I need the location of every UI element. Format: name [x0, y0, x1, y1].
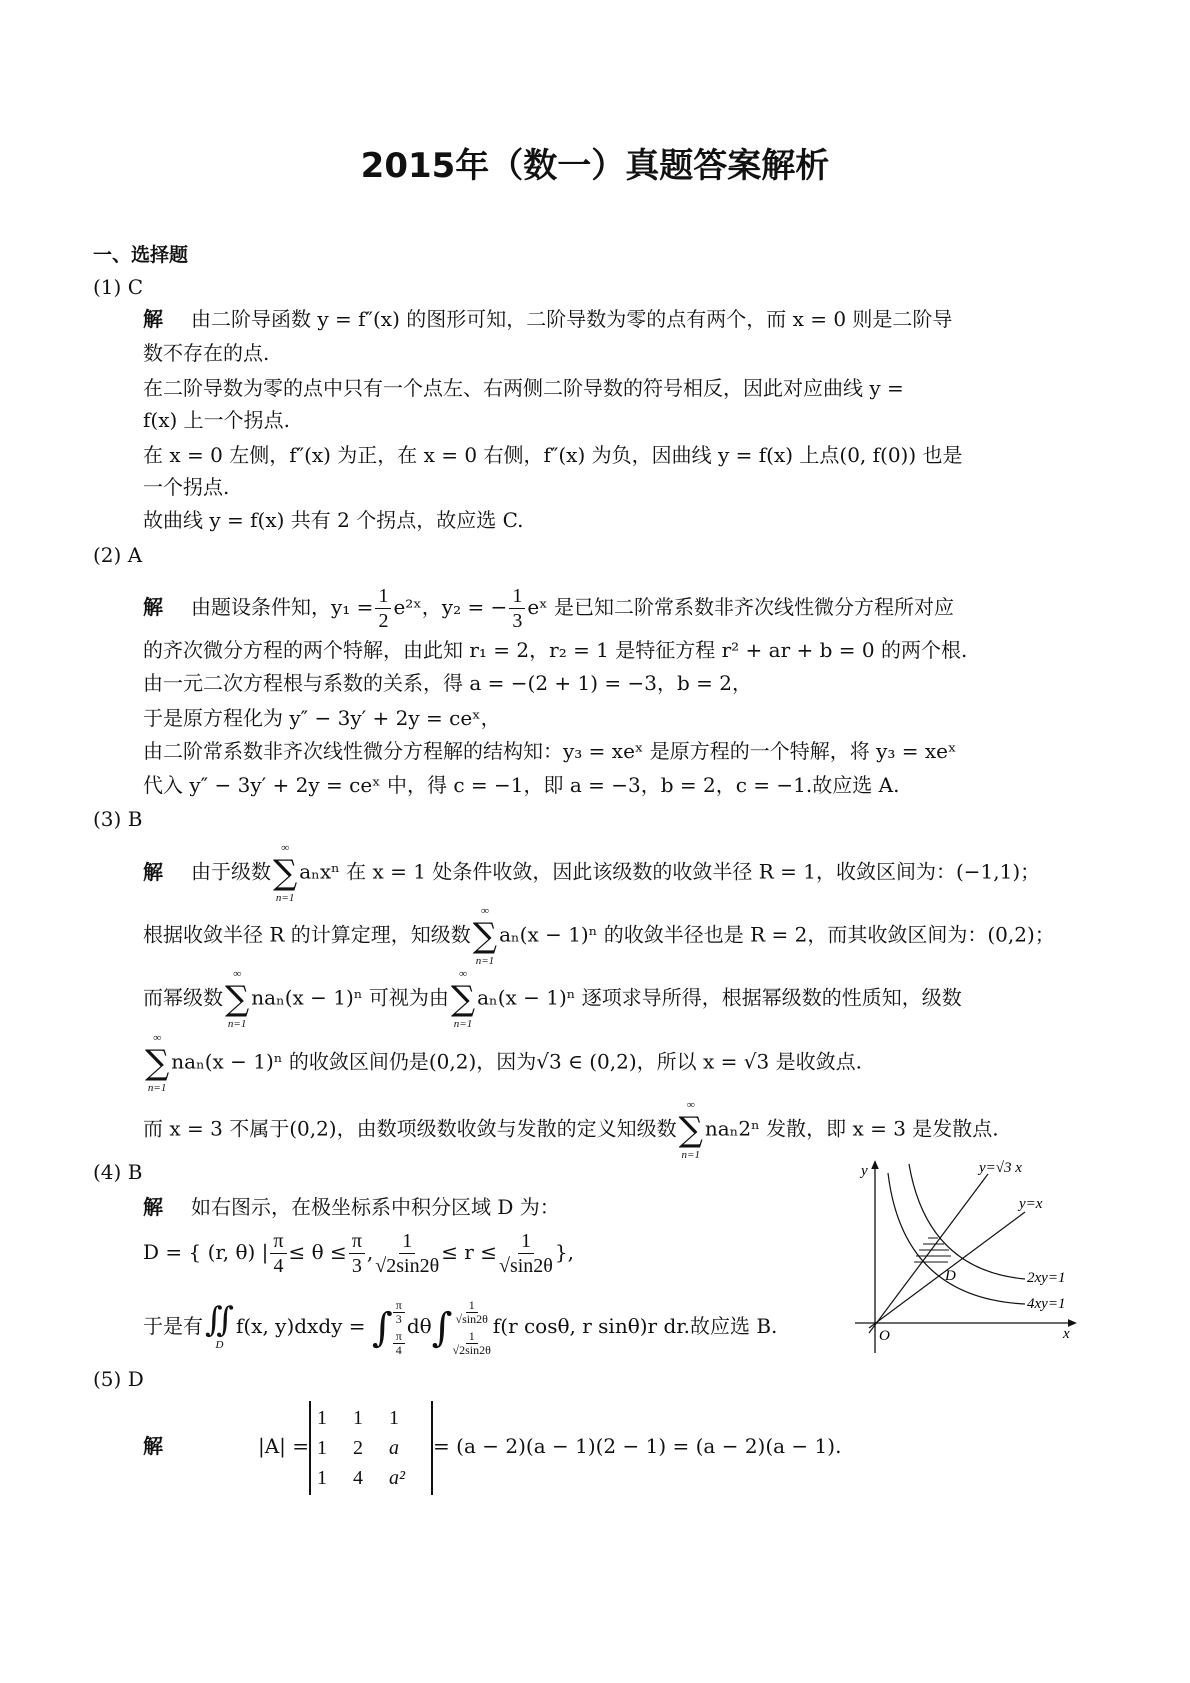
- text: 于是有: [143, 1314, 203, 1338]
- text: aₙxⁿ 在 x = 1 处条件收敛，因此该级数的收敛半径 R = 1，收敛区间为：(−1,1)；: [299, 859, 1041, 884]
- text: D = { (r, θ) |: [143, 1240, 269, 1264]
- denominator: 2: [378, 610, 389, 632]
- sigma: ∑: [273, 853, 298, 893]
- sigma: ∑: [450, 979, 476, 1019]
- q4-integral-line: [143, 1296, 777, 1357]
- region-label: D: [945, 1268, 956, 1284]
- numerator: 1: [509, 584, 525, 609]
- text: dθ: [406, 1314, 432, 1338]
- polar-region-figure: [845, 1158, 1080, 1358]
- text: 由于级数: [191, 859, 271, 884]
- text: aₙ(x − 1)ⁿ 的收敛半径也是 R = 2，而其收敛区间为：(0,2)；: [499, 922, 1055, 947]
- matrix: [309, 1401, 433, 1495]
- region-hatch: [914, 1238, 951, 1262]
- page-title: 2015年（数一）真题答案解析: [360, 146, 830, 186]
- fraction: [375, 1229, 439, 1278]
- double-integral: [205, 1299, 234, 1353]
- upper-limit: ∞: [281, 842, 290, 854]
- numerator: 1: [466, 1299, 478, 1313]
- text: f(r cosθ, r sinθ)r dr.故应选 B.: [492, 1314, 778, 1338]
- q2-line3: 由一元二次方程根与系数的关系，得 a = −(2 + 1) = −3，b = 2，: [143, 671, 752, 695]
- numerator: 1: [399, 1229, 415, 1254]
- numerator: 1: [466, 1330, 478, 1344]
- lower-limit: n=1: [475, 955, 495, 967]
- curve-4xy: [888, 1173, 1025, 1304]
- integral-sign: ∫: [371, 1304, 393, 1351]
- q4-line1: [143, 1192, 560, 1222]
- sum-symbol: [473, 903, 497, 969]
- q1-line1: [143, 304, 952, 334]
- q1-label: (1) C: [93, 275, 143, 299]
- sum-symbol: [451, 966, 475, 1032]
- denominator: √2sin2θ: [375, 1255, 440, 1277]
- matrix-entry: 1: [317, 1406, 328, 1429]
- q2-line2: 的齐次微分方程的两个特解，由此知 r₁ = 2，r₂ = 1 是特征方程 r² + ar + b = 0 的两个根.: [143, 638, 968, 662]
- denominator: 3: [512, 610, 523, 632]
- jie-label: 解: [143, 1195, 163, 1219]
- q2-line6: 代入 y″ − 3y′ + 2y = ceˣ 中，得 c = −1，即 a = −3，b = 2，c = −1.故应选 A.: [143, 773, 900, 797]
- upper-limit: ∞: [233, 968, 242, 980]
- denominator: 3: [351, 1255, 362, 1277]
- q5-label: (5) D: [93, 1367, 144, 1391]
- lower-limit: [453, 1330, 491, 1357]
- q1-line7: 故曲线 y = f(x) 共有 2 个拐点，故应选 C.: [143, 508, 524, 532]
- text: 由二阶导函数 y = f″(x) 的图形可知，二阶导数为零的点有两个，而 x = 0 则是二阶导: [191, 307, 953, 331]
- sum-symbol: [679, 1097, 703, 1163]
- upper-limit: ∞: [459, 968, 467, 980]
- jie-label: 解: [143, 595, 163, 619]
- integral-sign: ∬: [205, 1299, 234, 1340]
- upper-limit: [393, 1299, 405, 1326]
- jie-label: 解: [143, 859, 163, 884]
- q3-line1: [143, 840, 1040, 906]
- q4-domain-def: D = { (r, θ) | $\frac{\pi}{4}$ ≤ θ ≤ $\frac{\pi}{3}$ , $\frac{1}{√2\sin 2\theta}$ ≤ r ≤ $\frac{1}{√\sin 2\theta}$ },: [143, 1230, 574, 1277]
- sigma: ∑: [225, 979, 250, 1019]
- text: ≤ r ≤: [441, 1240, 497, 1264]
- q1-line2: 数不存在的点.: [143, 341, 270, 365]
- text: |A| =: [258, 1434, 310, 1458]
- q2-line4: 于是原方程化为 y″ − 3y′ + 2y = ceˣ，: [143, 706, 501, 730]
- text: naₙ(x − 1)ⁿ 的收敛区间仍是(0,2)，因为√3 ∈ (0,2)，所以 x = √3 是收敛点.: [171, 1049, 862, 1074]
- numerator: π: [349, 1229, 365, 1254]
- denominator: 4: [273, 1255, 284, 1277]
- fraction: [270, 1229, 286, 1278]
- sigma: ∑: [145, 1043, 170, 1083]
- denominator: √2sin2θ: [452, 1342, 491, 1357]
- sum-symbol: [145, 1030, 169, 1096]
- q2-label: (2) A: [93, 543, 143, 567]
- sum-symbol: [273, 840, 297, 906]
- line-sqrt3x-label: y=√3 x: [979, 1160, 1022, 1176]
- text: naₙ(x − 1)ⁿ 可视为由: [251, 985, 449, 1010]
- matrix-entry: 1: [317, 1436, 328, 1459]
- matrix-entry: a²: [389, 1466, 406, 1489]
- q4-label: (4) B: [93, 1160, 143, 1184]
- integral-r: [432, 1299, 493, 1357]
- lower-limit: n=1: [453, 1018, 473, 1030]
- sigma: ∑: [472, 916, 498, 956]
- text: eˣ 是已知二阶常系数非齐次线性微分方程所对应: [527, 595, 954, 619]
- fraction: [349, 1229, 365, 1278]
- numerator: 1: [375, 584, 391, 609]
- q2-line1: [143, 584, 954, 633]
- integral-theta: [372, 1299, 407, 1357]
- q3-label: (3) B: [93, 807, 143, 831]
- q1-line5: 在 x = 0 左侧，f″(x) 为正，在 x = 0 右侧，f″(x) 为负，因曲线 y = f(x) 上点(0, f(0)) 也是: [143, 443, 963, 467]
- text: = (a − 2)(a − 1)(2 − 1) = (a − 2)(a − 1).: [433, 1434, 842, 1458]
- y-axis-label: y: [861, 1163, 868, 1179]
- q1-line6: 一个拐点.: [143, 475, 230, 499]
- q5-determinant-line: [143, 1396, 841, 1496]
- origin-label: O: [879, 1328, 890, 1344]
- fraction: [375, 584, 391, 633]
- matrix-entry: a: [389, 1436, 400, 1459]
- numerator: π: [393, 1330, 405, 1344]
- text: e²ˣ，y₂ = −: [393, 595, 508, 619]
- text: aₙ(x − 1)ⁿ 逐项求导所得，根据幂级数的性质知，级数: [477, 985, 962, 1010]
- upper-limit: ∞: [481, 905, 489, 917]
- text: ≤ θ ≤: [288, 1240, 347, 1264]
- denominator: √sin2θ: [455, 1311, 488, 1326]
- fraction: [499, 1229, 553, 1278]
- lower-limit: n=1: [147, 1082, 167, 1094]
- text: },: [554, 1240, 574, 1264]
- text: 而 x = 3 不属于(0,2)，由数项级数收敛与发散的定义知级数: [143, 1116, 677, 1141]
- text: f(x, y)dxdy =: [235, 1314, 366, 1338]
- matrix-entry: 2: [353, 1436, 364, 1459]
- fraction: [509, 584, 525, 633]
- sigma: ∑: [678, 1110, 703, 1150]
- lower-limit: n=1: [275, 892, 295, 904]
- text: 由题设条件知，y₁ =: [191, 595, 374, 619]
- q1-line3: 在二阶导数为零的点中只有一个点左、右两侧二阶导数的符号相反，因此对应曲线 y =: [143, 376, 904, 400]
- text: 根据收敛半径 R 的计算定理，知级数: [143, 922, 471, 947]
- text: 而幂级数: [143, 985, 223, 1010]
- q3-line3: [143, 966, 962, 1032]
- upper-limit: [453, 1299, 491, 1326]
- q1-line4: f(x) 上一个拐点.: [143, 408, 291, 432]
- denominator: 3: [395, 1311, 402, 1326]
- upper-limit: ∞: [153, 1032, 162, 1044]
- denominator: √sin2θ: [498, 1255, 553, 1277]
- sum-symbol: [225, 966, 249, 1032]
- q3-line2: [143, 903, 1055, 969]
- jie-label: 解: [143, 307, 163, 331]
- text: naₙ2ⁿ 发散，即 x = 3 是发散点.: [704, 1116, 999, 1141]
- text: 如右图示，在极坐标系中积分区域 D 为：: [191, 1195, 560, 1219]
- lower-limit: n=1: [227, 1018, 247, 1030]
- matrix-entry: 1: [353, 1406, 364, 1429]
- curve-4xy-label: 4xy=1: [1027, 1296, 1066, 1312]
- lower-limit: [393, 1330, 405, 1357]
- q2-line5: 由二阶常系数非齐次线性微分方程解的结构知：y₃ = xeˣ 是原方程的一个特解，将 y₃ = xeˣ: [143, 739, 957, 763]
- numerator: 1: [518, 1229, 534, 1254]
- matrix-entry: 4: [353, 1466, 364, 1489]
- x-axis-label: x: [1063, 1326, 1070, 1342]
- q3-line4: [143, 1030, 862, 1096]
- matrix-entry: 1: [389, 1406, 400, 1429]
- q3-line5: [143, 1097, 999, 1163]
- numerator: π: [270, 1229, 286, 1254]
- integral-sign: ∫: [431, 1304, 453, 1351]
- line-y-eq-x-label: y=x: [1019, 1196, 1043, 1212]
- upper-limit: ∞: [686, 1099, 695, 1111]
- section-heading: 一、选择题: [93, 244, 189, 266]
- lower-limit: n=1: [681, 1149, 700, 1161]
- numerator: π: [393, 1299, 405, 1313]
- curve-2xy-label: 2xy=1: [1027, 1270, 1066, 1286]
- region-label: D: [215, 1338, 224, 1351]
- matrix-entry: 1: [317, 1466, 328, 1489]
- denominator: 4: [395, 1342, 402, 1357]
- jie-label: 解: [143, 1434, 163, 1458]
